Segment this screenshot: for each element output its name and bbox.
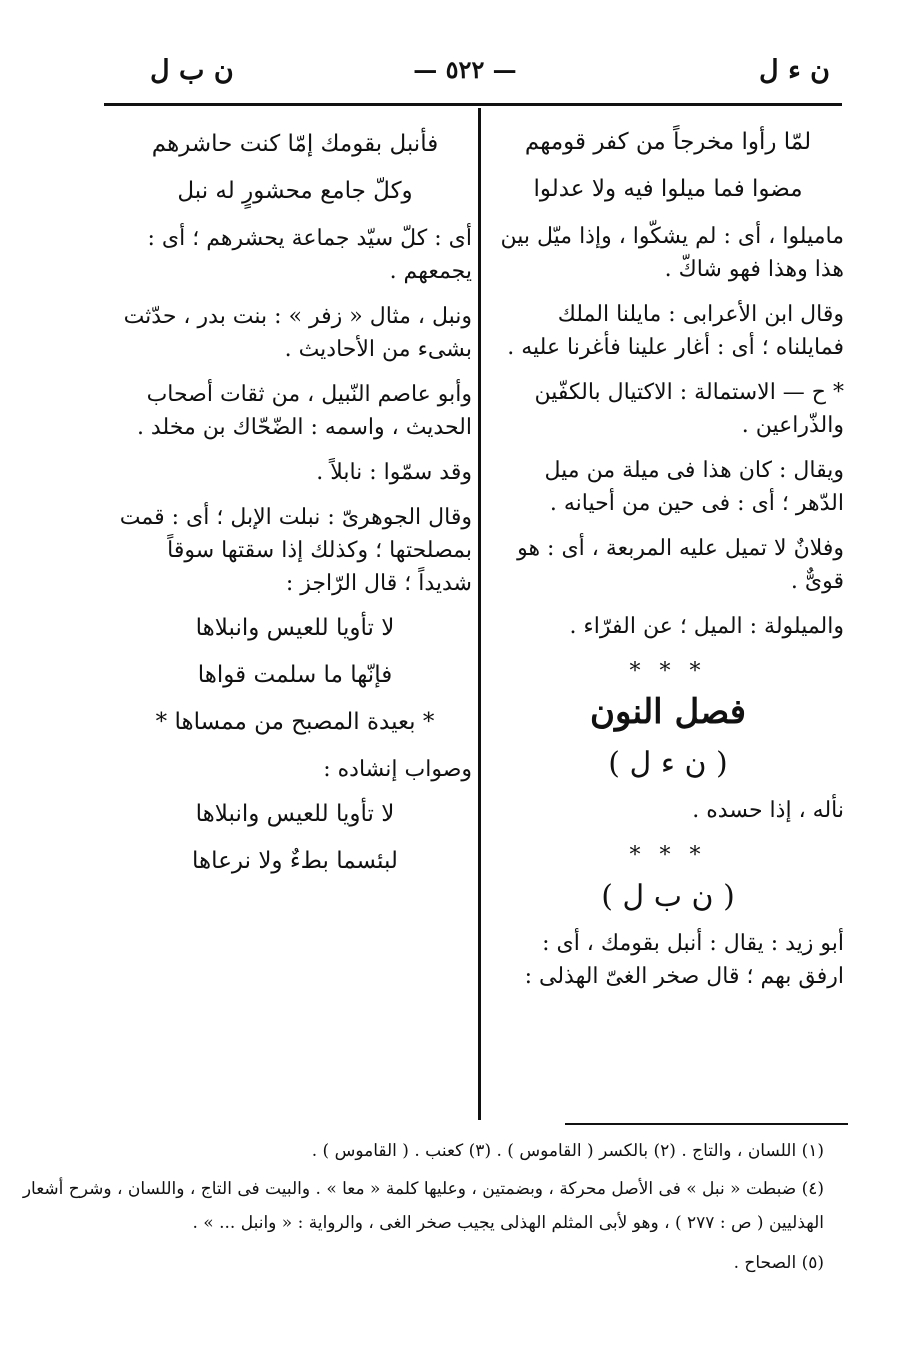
section-separator: * * * <box>629 843 707 868</box>
footnote-line: الهذليين ( ص : ٢٧٧ ) ، وهو لأبى المثلم الهذلى يجيب صخر الغى ، والرواية : « وانبل ... » . <box>192 1213 824 1233</box>
verse-line: لبئسما بطءٌ ولا نرعاها <box>192 848 398 874</box>
entry-paragraph: ونبل ، مثال « زفر » : بنت بدر ، حدّثت بشىء من الأحاديث . <box>123 304 472 362</box>
entry-paragraph: ويقال : كان هذا فى ميلة من ميل الدّهر ؛ أى : فى حين من أحيانه . <box>544 458 844 516</box>
footnote-rule <box>565 1123 848 1125</box>
verse-line: لمّا رأوا مخرجاً من كفر قومهم <box>524 129 812 155</box>
page-number: — ٥٢٢ — <box>413 55 517 84</box>
entry-paragraph: أبو زيد : يقال : أنبل بقومك ، أى : ارفق بهم ؛ قال صخر الغىّ الهذلى : <box>524 931 844 989</box>
entry-paragraph: نأله ، إذا حسده . <box>692 798 844 823</box>
header-left-root: ن ب ل <box>150 55 234 86</box>
root-heading: ( ن ء ل ) <box>608 746 728 781</box>
verse-line: وكلّ جامع محشورٍ له نبل <box>177 178 413 204</box>
footnote-line: (٤) ضبطت « نبل » فى الأصل محركة ، وبضمتين ، وعليها كلمة « معا » . والبيت فى التاج ، واللسان ، وشرح أشعار <box>22 1179 824 1199</box>
entry-paragraph: وفلانٌ لا تميل عليه المربعة ، أى : هو قوىٌّ . <box>517 536 844 594</box>
verse-line: * بعيدة المصبح من ممساها * <box>155 709 435 735</box>
right-column <box>492 126 844 1005</box>
entry-paragraph: وأبو عاصم النّبيل ، من ثقات أصحاب الحديث ، واسمه : الضّحّاك بن مخلد . <box>136 382 472 440</box>
entry-paragraph: * ح — الاستمالة : الاكتيال بالكفّين والذّراعين . <box>534 380 844 438</box>
verse-line: لا تأويا للعيس وانبلاها <box>195 801 395 827</box>
header-rule <box>104 103 842 106</box>
header-right-root: ن ء ل <box>759 55 830 86</box>
verse-line: لا تأويا للعيس وانبلاها <box>195 615 395 641</box>
verse-line: مضوا فما ميلوا فيه ولا عدلوا <box>533 176 803 202</box>
entry-paragraph: وقال ابن الأعرابى : مايلنا الملك فمايلناه ؛ أى : أغار علينا فأغرنا عليه . <box>507 302 844 360</box>
entry-paragraph: أى : كلّ سيّد جماعة يحشرهم ؛ أى : يجمعهم . <box>147 226 472 284</box>
verse-line: فأنبل بقومك إمّا كنت حاشرهم <box>151 131 439 157</box>
footnote-line: (٥) الصحاح . <box>733 1253 824 1273</box>
entry-paragraph: وقال الجوهرىّ : نبلت الإبل ؛ أى : قمت بمصلحتها ؛ وكذلك إذا سقتها سوقاً شديداً ؛ قال الرّاجز : <box>119 505 472 596</box>
verse-line: فإنّها ما سلمت قواها <box>197 662 393 688</box>
root-heading: ( ن ب ل ) <box>601 879 735 914</box>
section-heading: فصل النون <box>590 692 746 732</box>
section-separator: * * * <box>629 659 707 684</box>
footnote-line: (١) اللسان ، والتاج . (٢) بالكسر ( القاموس ) . (٣) كعنب . ( القاموس ) . <box>311 1141 824 1161</box>
left-column <box>118 128 472 892</box>
entry-paragraph: وقد سمّوا : نابلاً . <box>316 460 472 485</box>
column-divider <box>478 108 481 1120</box>
entry-paragraph: ماميلوا ، أى : لم يشكّوا ، وإذا ميّل بين هذا وهذا فهو شاكّ . <box>500 224 844 282</box>
entry-paragraph: والميلولة : الميل ؛ عن الفرّاء . <box>569 614 844 639</box>
entry-paragraph: وصواب إنشاده : <box>323 757 472 782</box>
